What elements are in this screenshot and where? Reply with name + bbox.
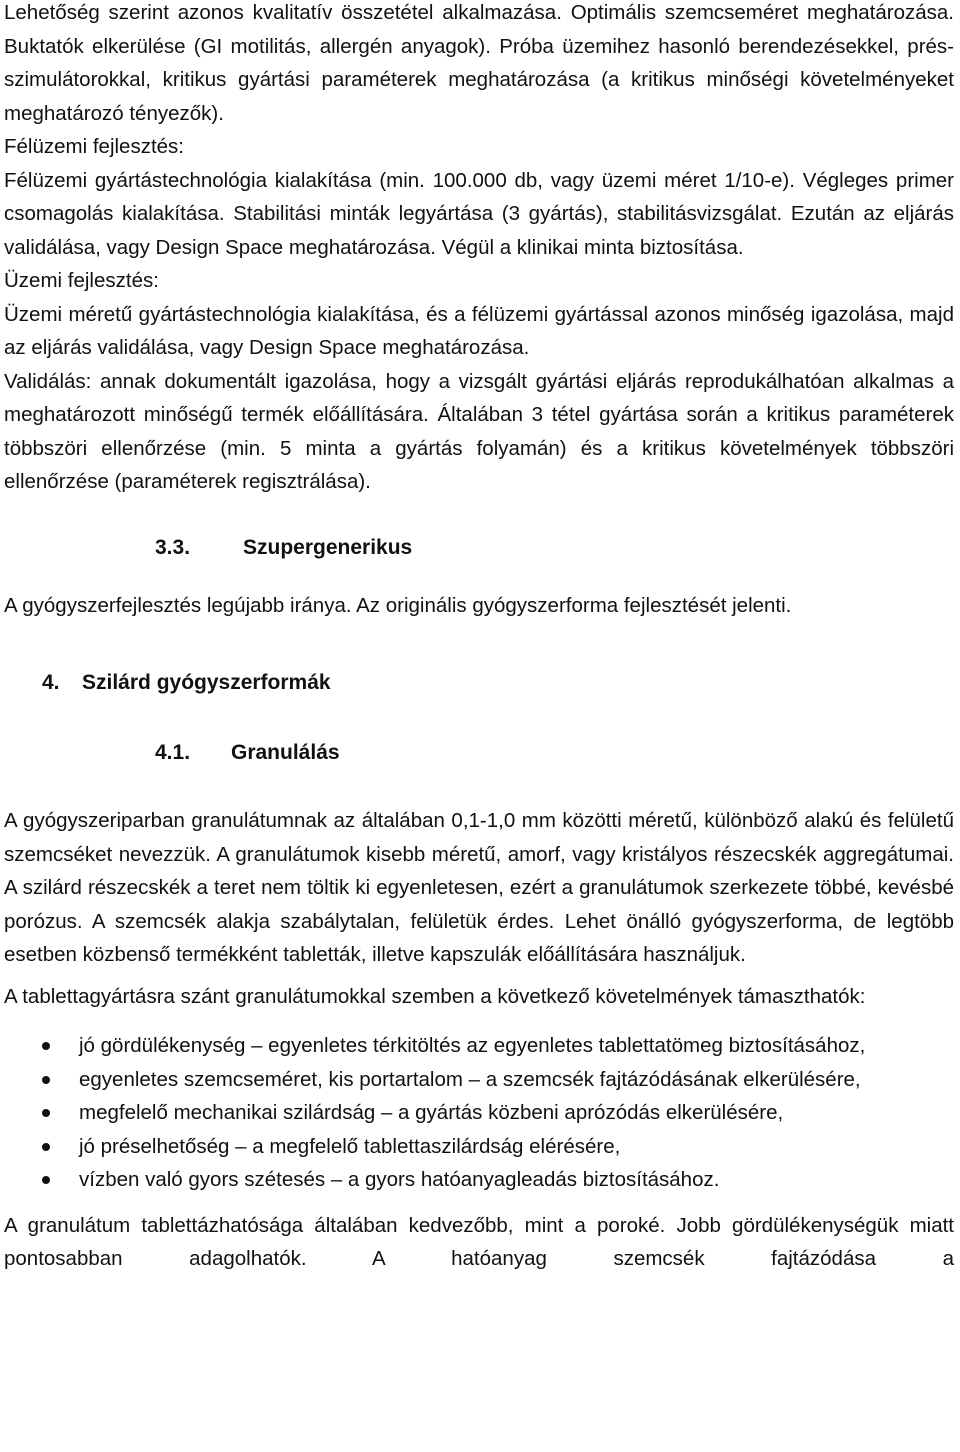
section-number: 3.3. <box>155 535 191 559</box>
section-3-3-heading <box>155 533 954 563</box>
plant-development-heading: Üzemi fejlesztés: <box>4 269 159 292</box>
bullet-icon <box>42 1176 50 1184</box>
validation-paragraph: Validálás: annak dokumentált igazolása, hogy a vizsgált gyártási eljárás reprodukálhatóan alkalmas a meghatározott minőségű termék előállítására. Általában 3 tétel gyártása során a kritikus paraméterek többszöri ellenőrzése (min. 5 minta a gyártás folyamán) és a kritikus követelmények többszöri ellenőrzése (paraméterek regisztrálása). <box>4 369 954 493</box>
list-item: jó gördülékenység – egyenletes térkitöltés az egyenletes tablettatömeg biztosításához, <box>4 1029 954 1063</box>
list-item: vízben való gyors szétesés – a gyors hatóanyagleadás biztosításához. <box>4 1163 954 1197</box>
section-title: Granulálás <box>231 741 340 764</box>
list-item: megfelelő mechanikai szilárdság – a gyártás közbeni aprózódás elkerülésére, <box>4 1096 954 1130</box>
plant-development-text: Üzemi méretű gyártástechnológia kialakítása, és a félüzemi gyártással azonos minőség igazolása, majd az eljárás validálása, vagy Design Space meghatározása. <box>4 302 954 359</box>
list-item: egyenletes szemcseméret, kis portartalom – a szemcsék fajtázódásának elkerülésére, <box>4 1063 954 1097</box>
bullet-icon <box>42 1076 50 1084</box>
section-title: Szilárd gyógyszerformák <box>82 671 331 694</box>
requirements-list <box>4 1029 954 1197</box>
tabletability-paragraph: A granulátum tablettázhatósága általában kedvezőbb, mint a poroké. Jobb gördülékenységük miatt pontosabban adagolhatók. A hatóanyag szemcsék fajtázódása a <box>4 1213 954 1270</box>
granulation-paragraph: A gyógyszeriparban granulátumnak az általában 0,1-1,0 mm közötti méretű, különböző alakú és felületű szemcséket nevezzük. A granulátumok kisebb méretű, amorf, vagy kristályos részecskék aggregátumai. A szilárd részecskék a teret nem töltik ki egyenletesen, ezért a granulátumok szerkezete többé, kevésbé porózus. A szemcsék alakja szabálytalan, felületük érdes. Lehet önálló gyógyszerforma, de legtöbb esetben közbenső termékként tabletták, illetve kapszulák előállítására használjuk. <box>4 809 954 966</box>
bullet-icon <box>42 1143 50 1151</box>
section-number: 4. <box>42 671 60 694</box>
intro-paragraph: Lehetőség szerint azonos kvalitatív összetétel alkalmazása. Optimális szemcseméret meghatározása. Buktatók elkerülése (GI motilitás, allergén anyagok). Próba üzemihez hasonló berendezésekkel, prés-szimulátorokkal, kritikus gyártási paraméterek meghatározása (a kritikus minőségi követelményeket meghatározó tényezők). <box>4 1 954 125</box>
pilot-development-heading: Félüzemi fejlesztés: <box>4 135 185 158</box>
list-item: jó préselhetőség – a megfelelő tablettaszilárdság elérésére, <box>4 1130 954 1164</box>
tablet-requirements-intro: A tablettagyártásra szánt granulátumokkal szemben a következő követelmények támaszthatók: <box>4 984 866 1008</box>
section-4-1-heading <box>155 738 954 768</box>
bullet-icon <box>42 1109 50 1117</box>
pilot-development-text: Félüzemi gyártástechnológia kialakítása (min. 100.000 db, vagy üzemi méret 1/10-e). Végleges primer csomagolás kialakítása. Stabilitási minták legyártása (3 gyártás), stabilitásvizsgálat. Ezután az eljárás validálása, vagy Design Space meghatározása. Végül a klinikai minta biztosítása. <box>4 168 954 259</box>
section-title: Szupergenerikus <box>243 535 413 559</box>
section-number: 4.1. <box>155 741 191 764</box>
section-3-3-text: A gyógyszerfejlesztés legújabb iránya. Az originális gyógyszerforma fejlesztését jelenti. <box>4 593 792 617</box>
bullet-icon <box>42 1042 50 1050</box>
section-4-heading <box>42 668 954 698</box>
